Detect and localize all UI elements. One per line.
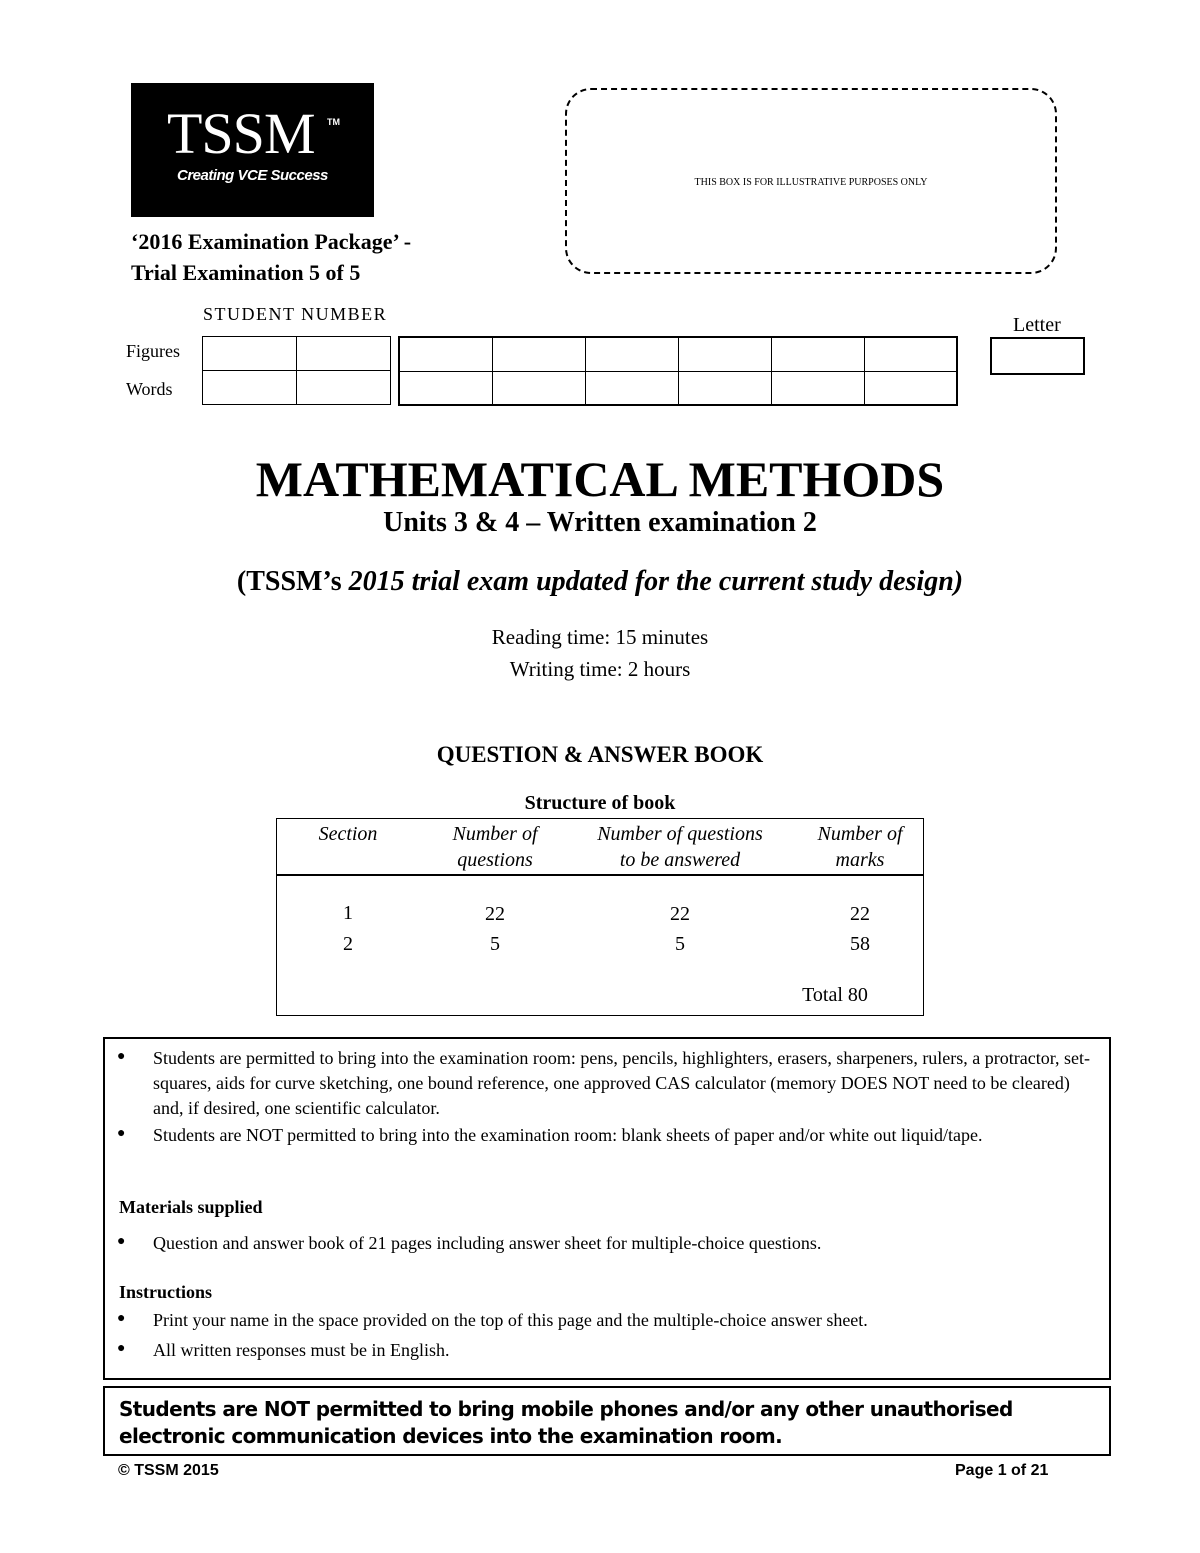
figures-row — [203, 337, 391, 371]
exam-title: MATHEMATICAL METHODS — [255, 451, 945, 507]
word-cell[interactable] — [203, 371, 297, 405]
header-questions-to-answer — [573, 821, 787, 873]
word-cell[interactable] — [771, 371, 864, 405]
footer-page-number: Page 1 of 21 — [955, 1462, 1049, 1479]
table-cell: 22 — [670, 903, 690, 925]
letter-box[interactable] — [990, 337, 1085, 375]
table-cell: 5 — [490, 933, 500, 955]
figure-cell[interactable] — [678, 337, 771, 371]
student-number-label: STUDENT NUMBER — [203, 304, 388, 324]
materials-heading: Materials supplied — [119, 1197, 263, 1217]
table-cell: 22 — [485, 903, 505, 925]
table-cell: 1 — [343, 902, 353, 924]
student-number-grid-right — [398, 336, 958, 406]
header-line: marks — [835, 849, 885, 871]
not-permitted-items-text: Students are NOT permitted to bring into the examination room: blank sheets of paper and/or white out liquid/tape. — [153, 1125, 983, 1145]
figure-cell[interactable] — [864, 337, 957, 371]
header-section — [288, 821, 408, 847]
table-cell: 58 — [850, 933, 870, 955]
figure-cell[interactable] — [585, 337, 678, 371]
header-number-of-questions — [425, 821, 565, 873]
tssm-logo — [131, 83, 374, 217]
structure-caption: Structure of book — [524, 792, 676, 814]
word-cell[interactable] — [492, 371, 585, 405]
table-total: Total 80 — [802, 984, 868, 1006]
warning-text: Students are NOT permitted to bring mobile phones and/or any other unauthorised electronic communication devices into the examination room. — [119, 1397, 1013, 1448]
instruction-item: All written responses must be in English. — [153, 1340, 450, 1360]
permitted-items-text: Students are permitted to bring into the examination room: pens, pencils, highlighters, erasers, sharpeners, rulers, a protractor, set-squares, aids for curve sketching, one bound reference, one approved CAS calculator (memory DOES NOT need to be cleared) and, if desired, one scientific calculator. — [153, 1048, 1091, 1118]
writing-time: Writing time: 2 hours — [509, 657, 691, 681]
reading-time: Reading time: 15 minutes — [491, 625, 709, 649]
table-cell: 2 — [343, 933, 353, 955]
package-line-2: Trial Examination 5 of 5 — [131, 260, 361, 285]
illustrative-box-text: THIS BOX IS FOR ILLUSTRATIVE PURPOSES ONLY — [694, 177, 928, 188]
word-cell[interactable] — [864, 371, 957, 405]
bullet-icon: ● — [117, 1126, 126, 1141]
words-row — [399, 371, 957, 405]
table-cell: 5 — [675, 933, 685, 955]
footer-copyright: © TSSM 2015 — [118, 1462, 219, 1479]
exam-subtitle: Units 3 & 4 – Written examination 2 — [383, 507, 817, 538]
student-number-grid-left — [202, 336, 391, 405]
figure-cell[interactable] — [771, 337, 864, 371]
figure-cell[interactable] — [492, 337, 585, 371]
logo-trademark: TM — [327, 117, 340, 127]
word-cell[interactable] — [399, 371, 492, 405]
exam-note-prefix: (TSSM’s — [236, 566, 349, 597]
words-row — [203, 371, 391, 405]
bullet-icon: ● — [117, 1049, 126, 1064]
bullet-icon: ● — [117, 1341, 126, 1356]
header-line: Number of questions — [597, 823, 763, 845]
logo-tagline: Creating VCE Success — [177, 167, 328, 184]
word-cell[interactable] — [297, 371, 391, 405]
figures-label: Figures — [126, 341, 180, 361]
exam-note — [0, 566, 1200, 598]
word-cell[interactable] — [678, 371, 771, 405]
header-line: questions — [457, 849, 533, 871]
header-line: to be answered — [619, 849, 741, 871]
figures-row — [399, 337, 957, 371]
table-cell: 22 — [850, 903, 870, 925]
words-label: Words — [126, 379, 173, 399]
structure-header-divider — [277, 874, 923, 876]
exam-note-italic: 2015 trial exam updated for the current study design) — [348, 566, 964, 597]
header-section-l1: Section — [318, 823, 378, 845]
bullet-icon: ● — [117, 1311, 126, 1326]
logo-brand: TSSM — [167, 101, 315, 166]
header-number-of-marks — [798, 821, 922, 873]
word-cell[interactable] — [585, 371, 678, 405]
package-line-1: ‘2016 Examination Package’ - — [131, 229, 412, 254]
figure-cell[interactable] — [399, 337, 492, 371]
header-line: Number of — [817, 823, 903, 845]
letter-label: Letter — [1013, 314, 1061, 336]
figure-cell[interactable] — [297, 337, 391, 371]
instruction-item: Print your name in the space provided on the top of this page and the multiple-choice answer sheet. — [153, 1310, 868, 1330]
header-line: Number of — [452, 823, 538, 845]
instructions-heading: Instructions — [119, 1282, 213, 1302]
materials-item: Question and answer book of 21 pages including answer sheet for multiple-choice questions. — [153, 1233, 822, 1253]
illustrative-box — [565, 88, 1057, 274]
bullet-icon: ● — [117, 1234, 126, 1249]
figure-cell[interactable] — [203, 337, 297, 371]
qa-book-title: QUESTION & ANSWER BOOK — [436, 742, 764, 767]
